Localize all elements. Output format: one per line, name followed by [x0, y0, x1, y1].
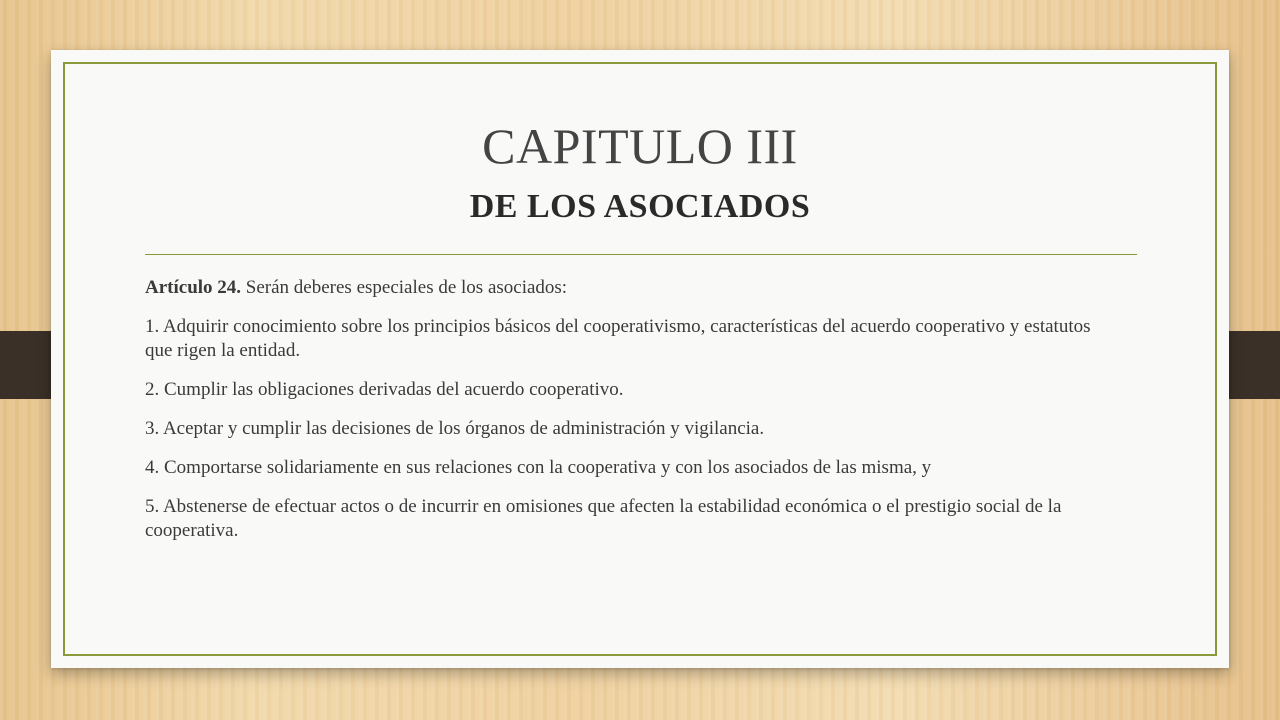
duty-item-3: 3. Aceptar y cumplir las decisiones de los órganos de administración y vigilancia.: [145, 418, 765, 439]
title-divider: [145, 254, 1137, 255]
duty-item-4: 4. Comportarse solidariamente en sus relaciones con la cooperativa y con los asociados de las misma, y: [145, 457, 932, 478]
article-intro-text: Serán deberes especiales de los asociados:: [241, 277, 568, 298]
slide-title: CAPITULO III: [482, 118, 798, 174]
slide-paper: [51, 50, 1229, 668]
duty-item-1: 1. Adquirir conocimiento sobre los principios básicos del cooperativismo, características del acuerdo cooperativo y estatutos que rigen la entidad.: [145, 316, 1091, 361]
duty-item-5: 5. Abstenerse de efectuar actos o de incurrir en omisiones que afecten la estabilidad económica o el prestigio social de la cooperativa.: [145, 496, 1062, 541]
article-label: Artículo 24.: [145, 277, 242, 298]
slide-body: [145, 276, 1105, 558]
slide-subtitle: DE LOS ASOCIADOS: [469, 188, 811, 225]
article-intro: [145, 276, 1105, 300]
duty-item-2: 2. Cumplir las obligaciones derivadas del acuerdo cooperativo.: [145, 379, 624, 400]
